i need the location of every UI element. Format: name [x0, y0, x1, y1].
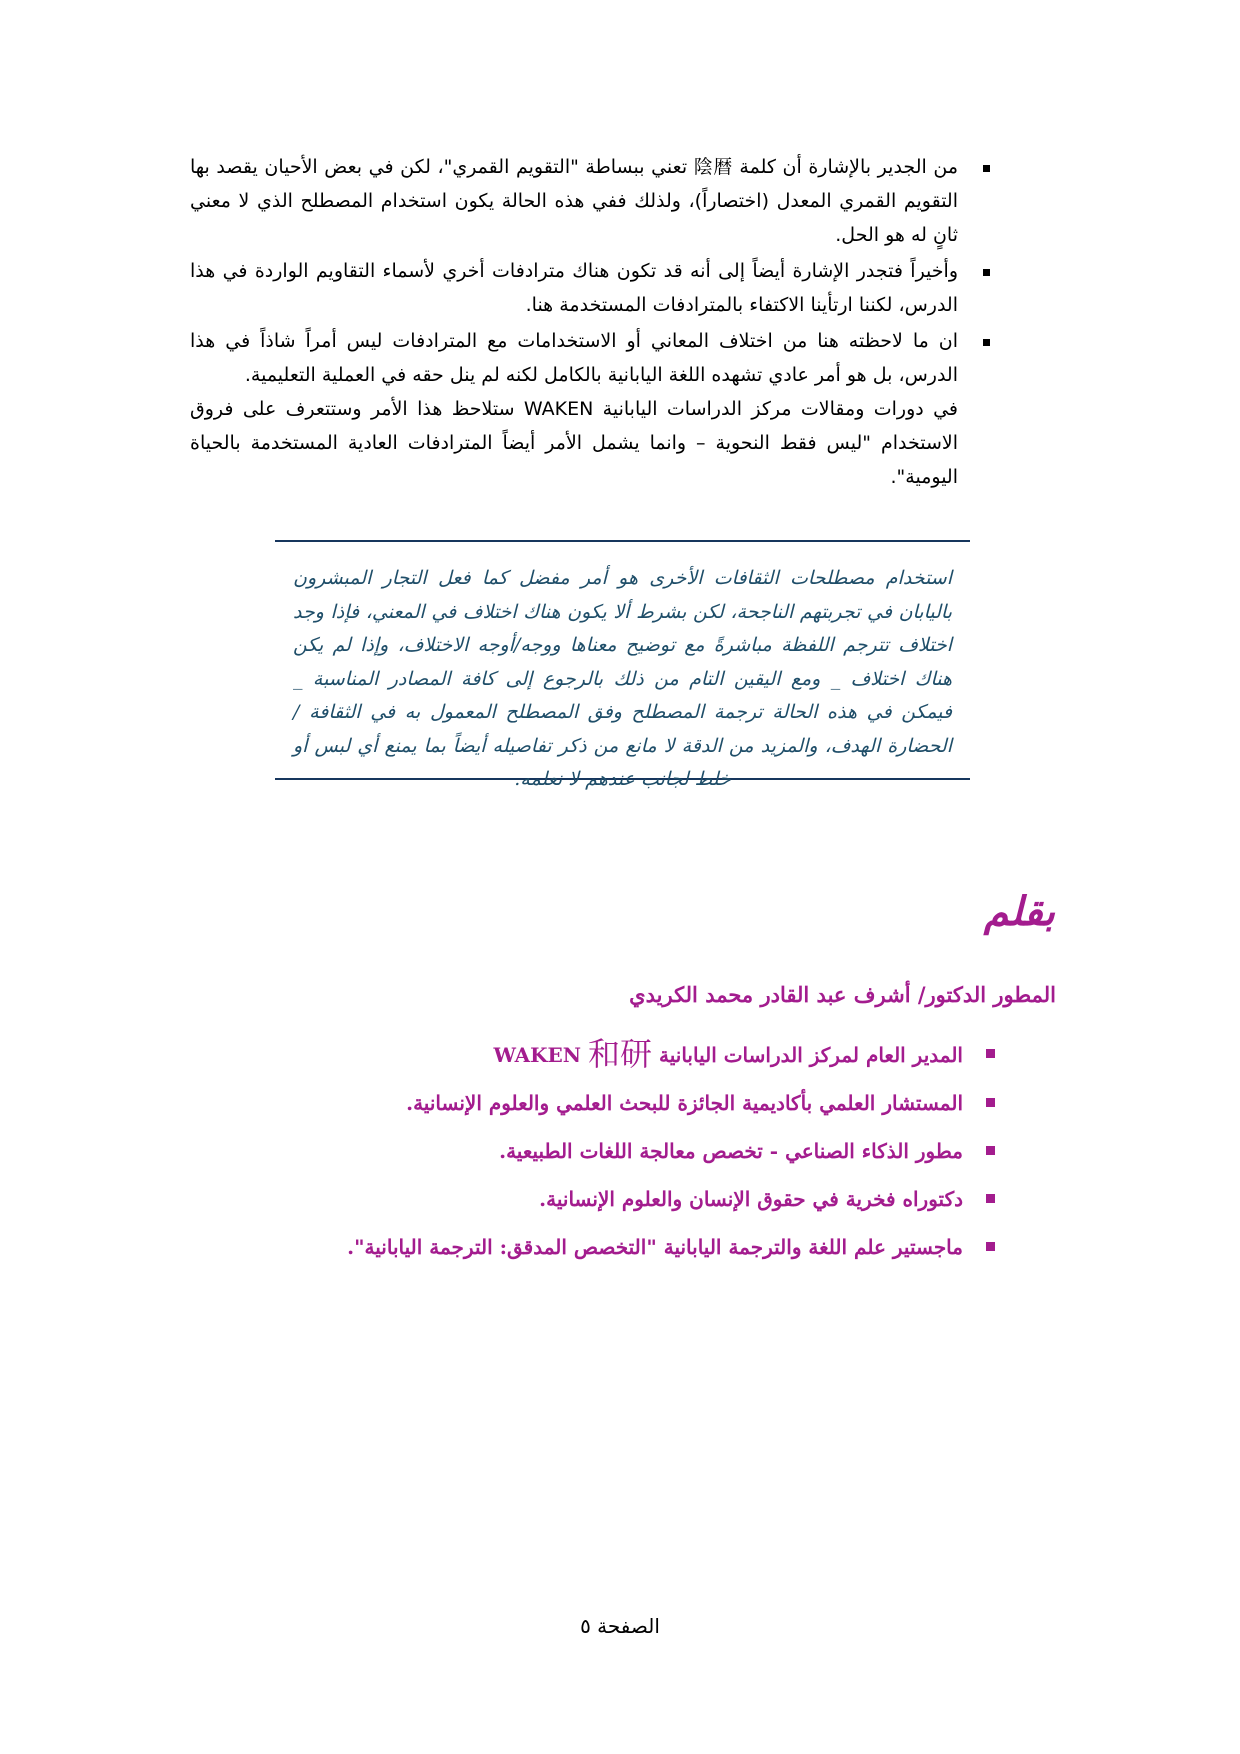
credential-item — [195, 1223, 995, 1271]
credential-text: المدير العام لمركز الدراسات اليابانية WAKEN — [493, 1043, 963, 1067]
author-credentials-list — [195, 1030, 995, 1271]
square-bullet-icon — [986, 1194, 995, 1203]
square-bullet-icon — [983, 165, 990, 172]
author-name: المطور الدكتور/ أشرف عبد القادر محمد الكريدي — [629, 982, 1056, 1007]
square-bullet-icon — [983, 339, 990, 346]
square-bullet-icon — [986, 1049, 995, 1058]
credential-item — [195, 1127, 995, 1175]
square-bullet-icon — [983, 269, 990, 276]
body-bullet-text: ان ما لاحظته هنا من اختلاف المعاني أو الاستخدامات مع المترادفات ليس أمراً شاذاً في هذا الدرس، بل هو أمر عادي تشهده اللغة اليابانية بالكامل لكنه لم ينل حقه في العملية التعليمية. — [190, 330, 958, 386]
credential-text: دكتوراه فخرية في حقوق الإنسان والعلوم الإنسانية. — [539, 1187, 963, 1211]
page-number: الصفحة ٥ — [580, 1614, 660, 1638]
body-bullet-text: من الجدير بالإشارة أن كلمة 陰暦 تعني ببساطة "التقويم القمري"، لكن في بعض الأحيان يقصد بها التقويم القمري المعدل (اختصاراً)، ولذلك ففي هذه الحالة يكون استخدام المصطلح الذي لا معني ثانٍ له هو الحل. — [190, 156, 958, 246]
credential-item — [195, 1079, 995, 1127]
body-bullet-text: وأخيراً فتجدر الإشارة أيضاً إلى أنه قد تكون هناك مترادفات أخري لأسماء التقاويم الواردة في هذا الدرس، لكننا ارتأينا الاكتفاء بالمترادفات المستخدمة هنا. — [190, 260, 958, 316]
body-bullet-item — [190, 150, 990, 252]
body-bullet-list — [190, 150, 990, 496]
credential-item — [195, 1030, 995, 1079]
credential-item — [195, 1175, 995, 1223]
body-bullet-item — [190, 254, 990, 322]
square-bullet-icon — [986, 1146, 995, 1155]
quote-box — [275, 540, 970, 790]
quote-text: استخدام مصطلحات الثقافات الأخرى هو أمر مفضل كما فعل التجار المبشرون باليابان في تجربتهم الناجحة، لكن بشرط ألا يكون هناك اختلاف في المعني، فإذا وجد اختلاف تترجم اللفظة مباشرةً مع توضيح معناها ووجه/أوجه الاختلاف، وإذا لم يكن هناك اختلاف _ ومع اليقين التام من ذلك بالرجوع إلى كافة المصادر المناسبة _ فيمكن في هذه الحالة ترجمة المصطلح وفق المصطلح المعمول به في الثقافة / الحضارة الهدف، والمزيد من الدقة لا مانع من ذكر تفاصيله أيضاً بما يمنع أي لبس أو خلط لجانب عندهم لا نعلمه. — [293, 567, 952, 790]
square-bullet-icon — [986, 1242, 995, 1251]
credential-text: مطور الذكاء الصناعي - تخصص معالجة اللغات الطبيعية. — [499, 1139, 963, 1163]
credential-kanji: 和研 — [588, 1035, 653, 1073]
credential-text: ماجستير علم اللغة والترجمة اليابانية "التخصص المدقق: الترجمة اليابانية". — [347, 1235, 963, 1259]
square-bullet-icon — [986, 1098, 995, 1107]
body-bullet-item — [190, 324, 990, 494]
body-bullet-continuation: في دورات ومقالات مركز الدراسات اليابانية WAKEN ستلاحظ هذا الأمر وستتعرف على فروق الاستخدام "ليس فقط النحوية – وانما يشمل الأمر أيضاً المترادفات العادية المستخدمة بالحياة اليومية". — [190, 398, 958, 488]
credential-text: المستشار العلمي بأكاديمية الجائزة للبحث العلمي والعلوم الإنسانية. — [406, 1091, 963, 1115]
byline-label: بقلم — [983, 888, 1055, 935]
